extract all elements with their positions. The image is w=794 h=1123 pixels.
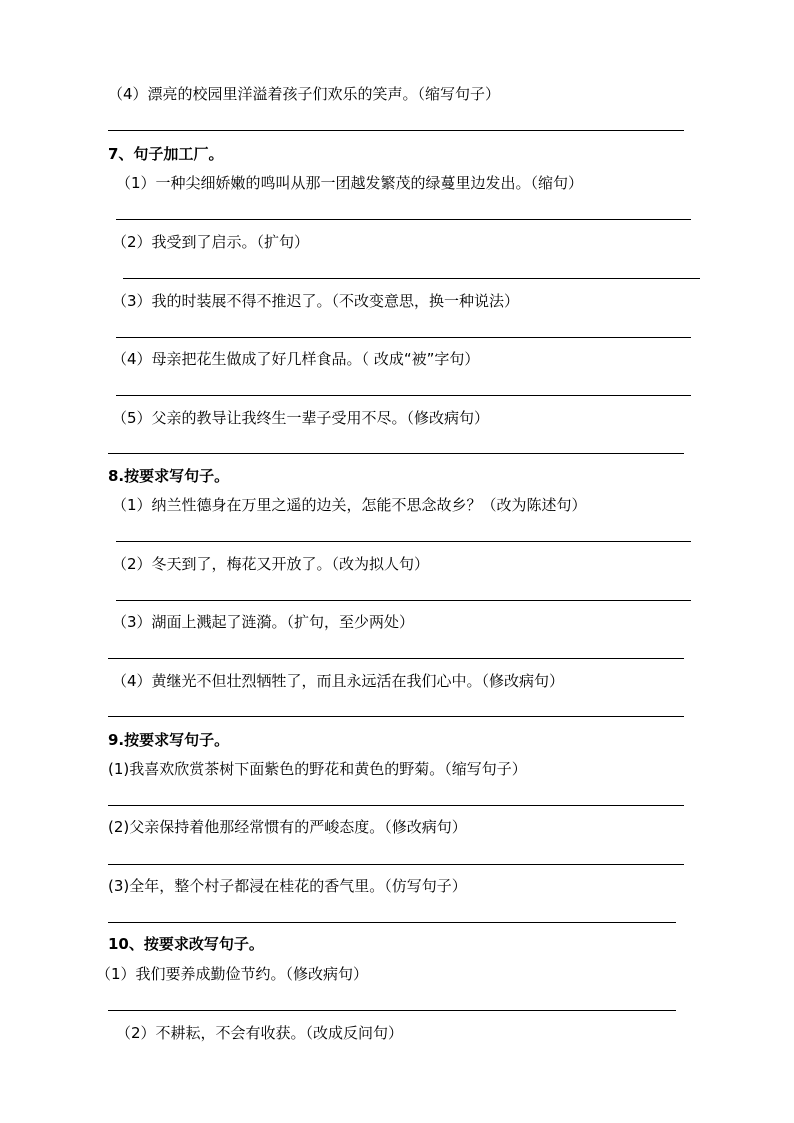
answer-line[interactable]	[108, 805, 684, 806]
q8-title: 8.按要求写句子。	[108, 467, 230, 485]
answer-line[interactable]	[116, 395, 691, 396]
q7-item-5-prompt: （5）父亲的教导让我终生一辈子受用不尽。（修改病句）	[112, 409, 490, 427]
q10-title: 10、按要求改写句子。	[108, 935, 264, 953]
answer-line[interactable]	[123, 278, 700, 279]
q10-item-2-prompt: （2）不耕耘，不会有收获。（改成反问句）	[116, 1024, 404, 1042]
q7-item-4-prompt: （4）母亲把花生做成了好几样食品。（ 改成“被”字句）	[112, 350, 480, 368]
q7-item-1-prompt: （1）一种尖细娇嫩的鸣叫从那一团越发繁茂的绿蔓里边发出。（缩句）	[116, 174, 584, 192]
answer-line[interactable]	[108, 922, 676, 923]
q6-item-4-prompt: （4）漂亮的校园里洋溢着孩子们欢乐的笑声。（缩写句子）	[108, 85, 501, 103]
answer-line[interactable]	[116, 337, 691, 338]
q9-title: 9.按要求写句子。	[108, 731, 230, 749]
answer-line[interactable]	[108, 864, 684, 865]
q8-item-4-prompt: （4）黄继光不但壮烈牺牲了，而且永远活在我们心中。（修改病句）	[112, 672, 565, 690]
answer-line[interactable]	[108, 658, 684, 659]
answer-line[interactable]	[116, 219, 691, 220]
q7-item-2-prompt: （2）我受到了启示。（扩句）	[112, 233, 310, 251]
q8-item-1-prompt: （1）纳兰性德身在万里之遥的边关，怎能不思念故乡？（改为陈述句）	[112, 496, 587, 514]
q9-item-1-prompt: (1)我喜欢欣赏茶树下面紫色的野花和黄色的野菊。（缩写句子）	[108, 760, 527, 778]
q9-item-2-prompt: (2)父亲保持着他那经常惯有的严峻态度。（修改病句）	[108, 818, 467, 836]
q7-title: 7、句子加工厂。	[108, 145, 224, 163]
answer-line[interactable]	[108, 130, 684, 131]
q7-item-3-prompt: （3）我的时装展不得不推迟了。（不改变意思，换一种说法）	[112, 292, 520, 310]
q8-item-3-prompt: （3）湖面上溅起了涟漪。（扩句，至少两处）	[112, 613, 415, 631]
answer-line[interactable]	[108, 716, 684, 717]
answer-line[interactable]	[108, 453, 684, 454]
answer-line[interactable]	[116, 541, 691, 542]
answer-line[interactable]	[116, 600, 691, 601]
q10-item-1-prompt: （1）我们要养成勤俭节约。（修改病句）	[96, 965, 369, 983]
q8-item-2-prompt: （2）冬天到了，梅花又开放了。（改为拟人句）	[112, 555, 430, 573]
q9-item-3-prompt: (3)全年，整个村子都浸在桂花的香气里。（仿写句子）	[108, 877, 467, 895]
answer-line[interactable]	[108, 1010, 676, 1011]
